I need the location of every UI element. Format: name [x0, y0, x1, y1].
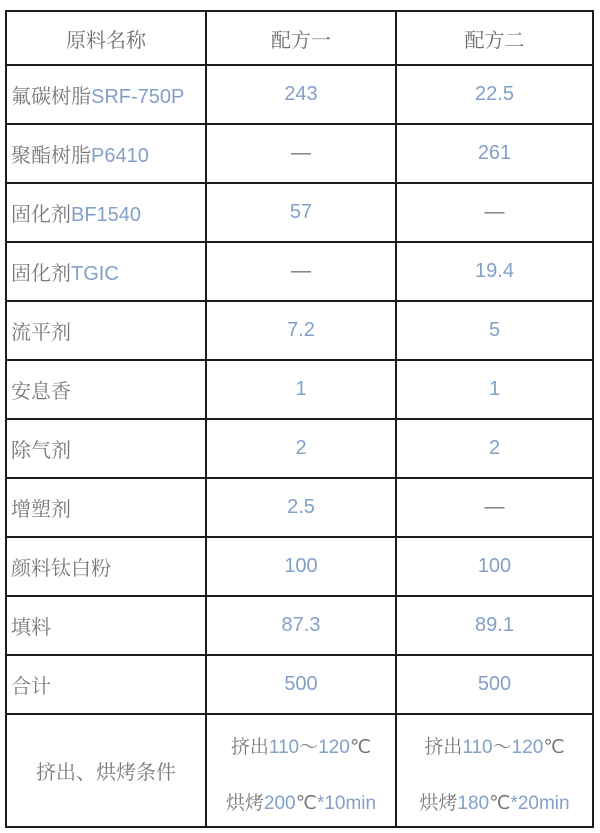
extrusion-condition-line: 挤出110～120℃	[230, 737, 372, 758]
formula-2-value-cell: 100	[396, 537, 593, 596]
formula-2-condition-cell	[396, 714, 593, 827]
table-row	[6, 537, 593, 596]
formula-2-value-cell: 2	[396, 419, 593, 478]
table-row	[6, 360, 593, 419]
table-row	[6, 242, 593, 301]
formulation-table	[5, 10, 594, 828]
table-row	[6, 65, 593, 124]
formula-2-value-cell: 19.4	[396, 242, 593, 301]
table-row	[6, 478, 593, 537]
material-name-cell: 氟碳树脂SRF-750P	[6, 65, 206, 124]
formula-1-value-cell: 7.2	[206, 301, 396, 360]
table-row	[6, 419, 593, 478]
material-name-cell: 固化剂TGIC	[6, 242, 206, 301]
formula-2-value-cell: 1	[396, 360, 593, 419]
material-name-cell: 除气剂	[6, 419, 206, 478]
table-row	[6, 655, 593, 714]
column-header-formula-2: 配方二	[396, 11, 593, 65]
condition-lines	[397, 715, 592, 826]
formula-1-value-cell: 500	[206, 655, 396, 714]
table-row	[6, 596, 593, 655]
table-row	[6, 124, 593, 183]
material-name-cell: 聚酯树脂P6410	[6, 124, 206, 183]
formula-1-value-cell: —	[206, 124, 396, 183]
material-name-cell: 流平剂	[6, 301, 206, 360]
formula-1-condition-cell	[206, 714, 396, 827]
extrusion-condition-line: 挤出110～120℃	[424, 737, 565, 758]
formula-1-value-cell: 2.5	[206, 478, 396, 537]
header-row	[6, 11, 593, 65]
material-name-cell: 安息香	[6, 360, 206, 419]
formula-2-value-cell: —	[396, 183, 593, 242]
material-name-cell: 合计	[6, 655, 206, 714]
column-header-material: 原料名称	[6, 11, 206, 65]
material-name-cell: 固化剂BF1540	[6, 183, 206, 242]
material-name-cell: 增塑剂	[6, 478, 206, 537]
material-name-cell: 颜料钛白粉	[6, 537, 206, 596]
formula-2-value-cell: 261	[396, 124, 593, 183]
formula-1-value-cell: 243	[206, 65, 396, 124]
material-name-cell: 填料	[6, 596, 206, 655]
condition-row	[6, 714, 593, 827]
baking-condition-line: 烘烤200℃*10min	[225, 793, 377, 814]
formula-2-value-cell: —	[396, 478, 593, 537]
formula-1-value-cell: 87.3	[206, 596, 396, 655]
column-header-formula-1: 配方一	[206, 11, 396, 65]
formula-1-value-cell: —	[206, 242, 396, 301]
formula-1-value-cell: 100	[206, 537, 396, 596]
baking-condition-line: 烘烤180℃*20min	[419, 793, 570, 814]
table-row	[6, 301, 593, 360]
condition-label-cell: 挤出、烘烤条件	[6, 714, 206, 827]
table-row	[6, 183, 593, 242]
formula-1-value-cell: 1	[206, 360, 396, 419]
condition-lines	[207, 715, 395, 826]
formula-2-value-cell: 22.5	[396, 65, 593, 124]
formula-2-value-cell: 500	[396, 655, 593, 714]
formula-2-value-cell: 89.1	[396, 596, 593, 655]
formula-1-value-cell: 2	[206, 419, 396, 478]
formula-1-value-cell: 57	[206, 183, 396, 242]
formula-2-value-cell: 5	[396, 301, 593, 360]
